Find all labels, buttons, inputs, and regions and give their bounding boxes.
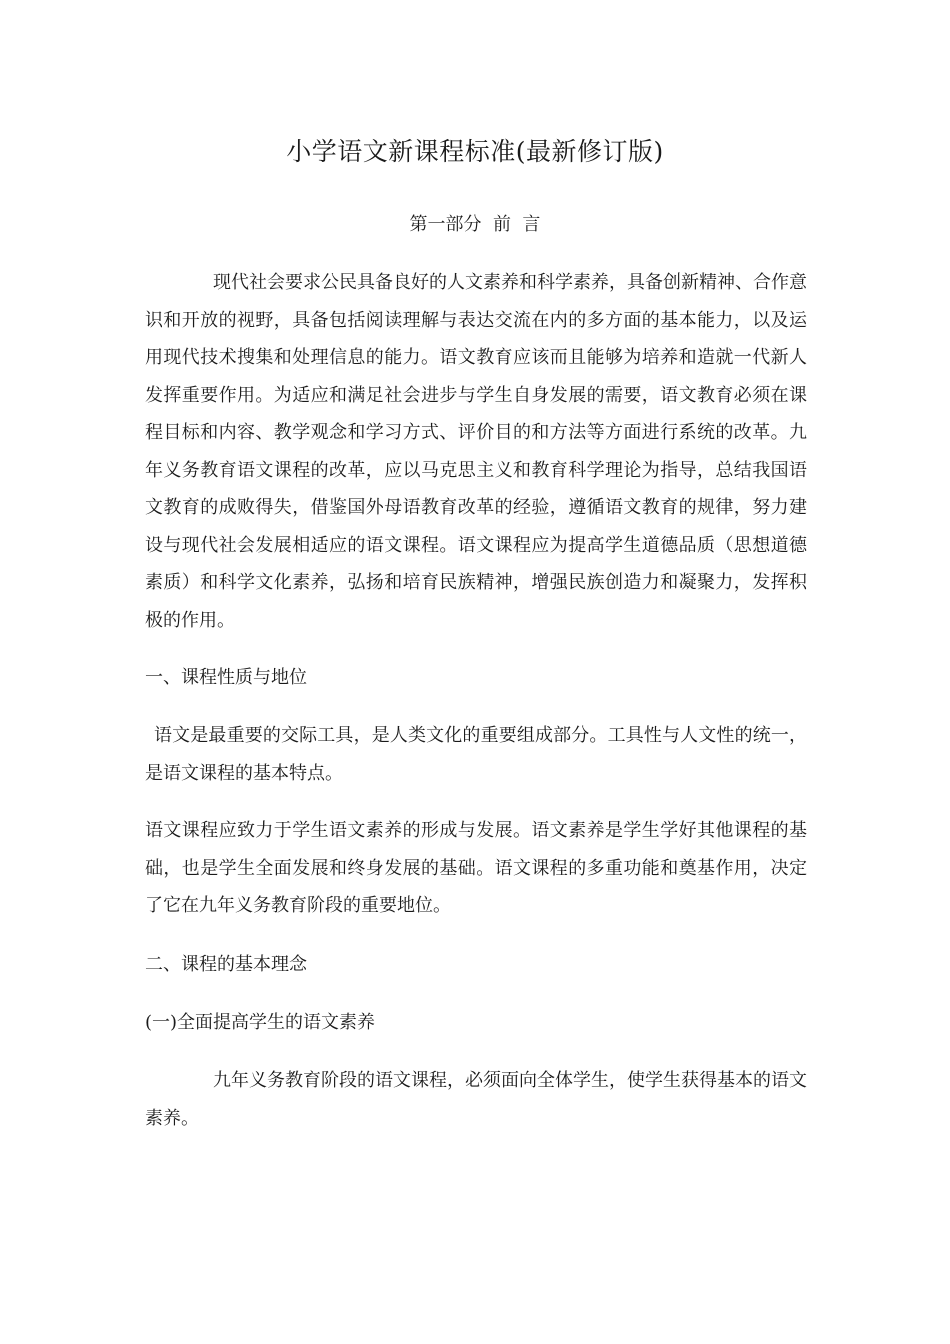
literacy-paragraph: 九年义务教育阶段的语文课程，必须面向全体学生，使学生获得基本的语文素养。 [145, 1070, 807, 1129]
intro-paragraph: 现代社会要求公民具备良好的人文素养和科学素养，具备创新精神、合作意识和开放的视野，具备包括阅读理解与表达交流在内的多方面的基本能力，以及运用现代技术搜集和处理信息的能力。语文教育应该而且能够为培养和造就一代新人发挥重要作用。为适应和满足社会进步与学生自身发展的需要，语文教育必须在课程目标和内容、教学观念和学习方式、评价目的和方法等方面进行系统的改革。九年义务教育语文课程的改革，应以马克思主义和教育科学理论为指导，总结我国语文教育的成败得失，借鉴国外母语教育改革的经验，遵循语文教育的规律，努力建设与现代社会发展相适应的语文课程。语文课程应为提高学生道德品质（思想道德素质）和科学文化素养，弘扬和培育民族精神，增强民族创造力和凝聚力，发挥积极的作用。 [145, 272, 807, 631]
course-nature-paragraph: 语文是最重要的交际工具，是人类文化的重要组成部分。工具性与人文性的统一，是语文课程的基本特点。 [145, 725, 807, 784]
section-heading-course-nature: 一、课程性质与地位 [145, 667, 307, 688]
subsection-heading-literacy: (一)全面提高学生的语文素养 [145, 1012, 376, 1033]
course-status-paragraph: 语文课程应致力于学生语文素养的形成与发展。语文素养是学生学好其他课程的基础，也是学生全面发展和终身发展的基础。语文课程的多重功能和奠基作用，决定了它在九年义务教育阶段的重要地位。 [145, 820, 807, 916]
document-title: 小学语文新课程标准(最新修订版) [286, 137, 664, 166]
section-heading-basic-concepts: 二、课程的基本理念 [145, 954, 307, 975]
part-heading: 第一部分 前 言 [409, 214, 541, 235]
